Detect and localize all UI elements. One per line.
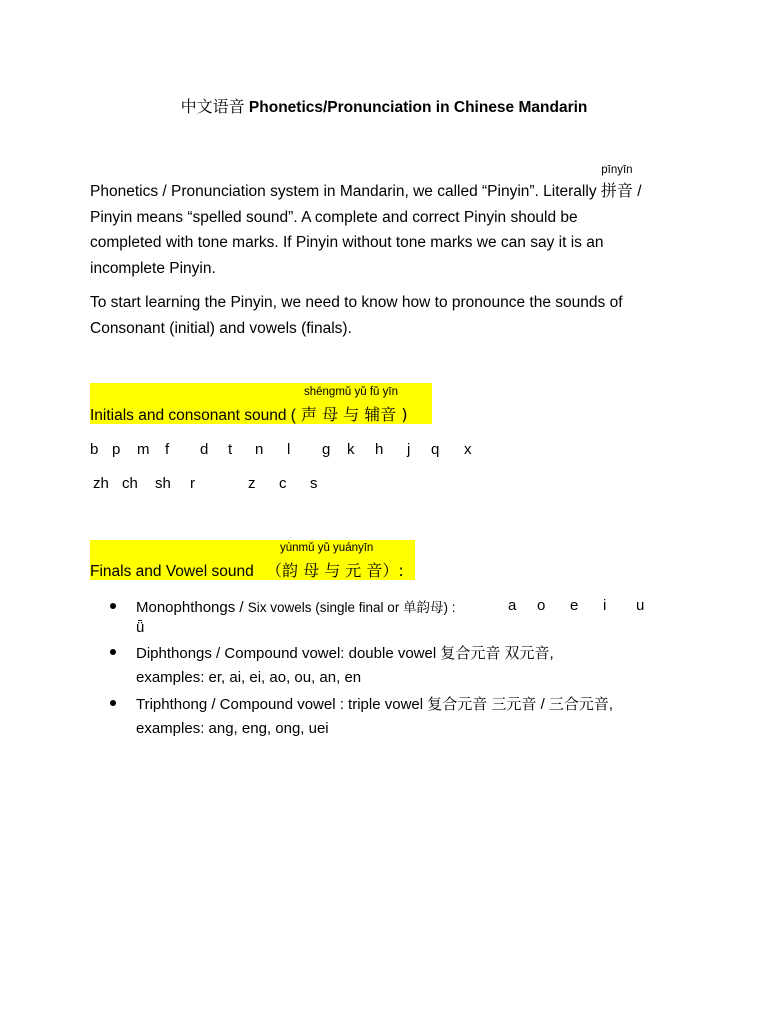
intro-paragraph: [90, 164, 690, 281]
finals-pinyin: yùnmǔ yǔ yuányīn: [280, 542, 374, 554]
initial-letter: l: [287, 441, 291, 458]
vowel-letter: o: [537, 597, 546, 614]
finals-heading-zh: （韵 母 与 元 音）:: [266, 561, 404, 580]
title-chinese: 中文语音: [180, 97, 245, 116]
initial-letter: r: [190, 475, 195, 492]
bullet-monophthongs: [136, 596, 456, 616]
vowel-letter-u-umlaut: ǖ: [136, 619, 145, 636]
initial-letter: z: [248, 475, 256, 492]
start-paragraph: [90, 290, 690, 341]
initial-letter: d: [200, 441, 209, 458]
initial-letter: x: [464, 441, 472, 458]
bullet-diphthongs: Diphthongs / Compound vowel: double vowel 复合元音 双元音,: [136, 645, 554, 662]
intro-slash: /: [632, 183, 642, 200]
page-title: [0, 94, 768, 117]
initial-letter: n: [255, 441, 264, 458]
pinyin-annotation: pīnyīn: [601, 164, 633, 176]
intro-line-1: [90, 164, 690, 205]
initial-letter: ch: [122, 475, 138, 492]
initials-heading-zh: 声 母 与 辅音 ): [295, 405, 408, 424]
vowel-letter: u: [636, 597, 645, 614]
initials-pinyin: shēngmǔ yǔ fǔ yīn: [304, 386, 398, 398]
start-line-1: To start learning the Pinyin, we need to know how to pronounce the sounds of: [90, 294, 623, 311]
initial-letter: b: [90, 441, 99, 458]
initial-letter: h: [375, 441, 384, 458]
intro-line-3: completed with tone marks. If Pinyin without tone marks we can say it is an: [90, 234, 604, 251]
initial-letter: zh: [93, 475, 109, 492]
intro-line-2: Pinyin means “spelled sound”. A complete and correct Pinyin should be: [90, 208, 578, 226]
initial-letter: j: [407, 441, 411, 458]
diphthongs-examples: examples: er, ai, ei, ao, ou, an, en: [136, 669, 362, 686]
finals-heading-en: Finals and Vowel sound: [90, 563, 254, 580]
initial-letter: k: [347, 441, 355, 458]
intro-text-1: Phonetics / Pronunciation system in Mandarin, we called “Pinyin”. Literally: [90, 183, 597, 200]
bullet-marker: [110, 695, 116, 706]
vowel-letter: e: [570, 597, 579, 614]
initial-letter: q: [431, 441, 440, 458]
bullet-marker: [110, 644, 116, 655]
initial-letter: g: [322, 441, 331, 458]
vowel-letter: i: [603, 597, 607, 614]
title-english: Phonetics/Pronunciation in Chinese Mandarin: [248, 99, 588, 116]
initial-letter: s: [310, 475, 318, 492]
pinyin-chinese-chars: 拼音: [600, 181, 633, 200]
bullet-triphthong: Triphthong / Compound vowel : triple vowel 复合元音 三元音 / 三合元音,: [136, 696, 614, 713]
finals-heading: [90, 558, 404, 581]
monophthongs-label: Monophthongs /: [136, 599, 248, 616]
initial-letter: p: [112, 441, 121, 458]
initial-letter: c: [279, 475, 287, 492]
pinyin-ruby: [600, 164, 633, 205]
bullet-marker: [110, 598, 116, 609]
six-vowels-text: Six vowels (single final or 单韵母) :: [247, 600, 456, 615]
triphthong-examples: examples: ang, eng, ong, uei: [136, 720, 329, 737]
intro-line-4: incomplete Pinyin.: [90, 259, 216, 277]
initial-letter: m: [137, 441, 150, 458]
initial-letter: sh: [155, 475, 171, 492]
initial-letter: t: [228, 441, 233, 458]
initials-heading: [90, 402, 408, 425]
start-line-2: Consonant (initial) and vowels (finals).: [90, 319, 352, 337]
vowel-letter: a: [508, 597, 517, 614]
initial-letter: f: [165, 441, 170, 458]
initials-heading-en: Initials and consonant sound (: [90, 407, 296, 424]
